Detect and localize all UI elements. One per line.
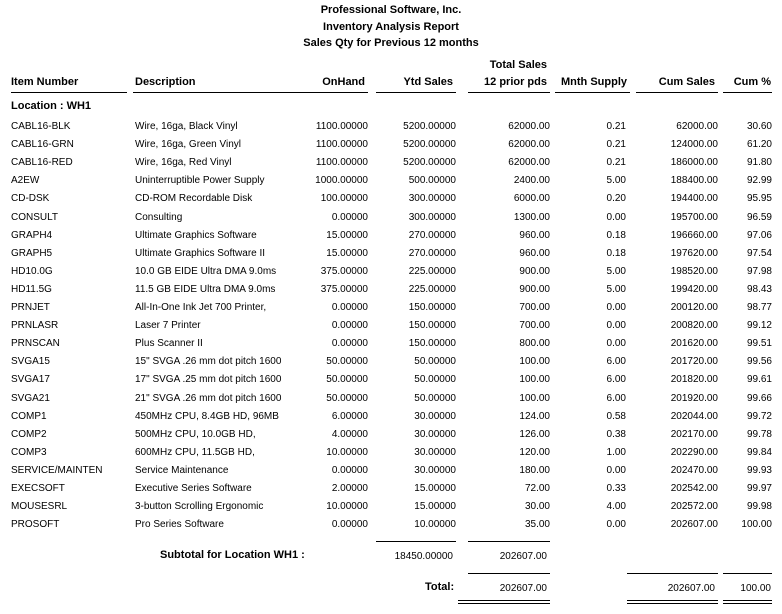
cell-cum-sales: 200120.00 (670, 302, 718, 313)
cell-cum-pct: 99.84 (746, 447, 772, 458)
cell-total-sales: 180.00 (519, 465, 550, 476)
cell-mnth-supply: 0.00 (606, 519, 626, 530)
cell-description: Ultimate Graphics Software II (135, 248, 266, 259)
cell-total-sales: 900.00 (519, 266, 550, 277)
cell-total-sales: 100.00 (519, 374, 550, 385)
report-subtitle: Sales Qty for Previous 12 months (303, 37, 479, 49)
cell-total-sales: 700.00 (519, 302, 550, 313)
cell-ytd-sales: 5200.00000 (403, 139, 456, 150)
cell-item-number: CABL16-GRN (11, 139, 74, 150)
cell-cum-pct: 91.80 (746, 157, 772, 168)
cell-cum-sales: 186000.00 (670, 157, 718, 168)
cell-ytd-sales: 270.00000 (408, 248, 456, 259)
cell-cum-sales: 188400.00 (670, 175, 718, 186)
cell-cum-pct: 99.51 (746, 338, 772, 349)
cell-description: Uninterruptible Power Supply (135, 175, 265, 186)
header-underline (723, 92, 772, 93)
cell-cum-sales: 197620.00 (670, 248, 718, 259)
cell-cum-sales: 201920.00 (670, 393, 718, 404)
col-header-mnth-supply: Mnth Supply (561, 76, 627, 88)
cell-description: 21" SVGA .26 mm dot pitch 1600 (135, 393, 282, 404)
header-underline (555, 92, 630, 93)
cell-onhand: 15.00000 (326, 248, 368, 259)
cell-item-number: CABL16-RED (11, 157, 73, 168)
cell-mnth-supply: 0.00 (606, 212, 626, 223)
grand-total-label: Total: (425, 581, 455, 593)
cell-total-sales: 1300.00 (513, 212, 550, 223)
cell-onhand: 0.00000 (331, 320, 368, 331)
cell-mnth-supply: 0.18 (606, 230, 626, 241)
cell-mnth-supply: 4.00 (606, 501, 626, 512)
cell-cum-sales: 199420.00 (670, 284, 718, 295)
cell-ytd-sales: 225.00000 (408, 266, 456, 277)
cell-mnth-supply: 0.38 (606, 429, 626, 440)
cell-description: Plus Scanner II (135, 338, 203, 349)
cell-onhand: 6.00000 (331, 411, 368, 422)
cell-onhand: 10.00000 (326, 447, 368, 458)
cell-total-sales: 2400.00 (513, 175, 550, 186)
cell-onhand: 0.00000 (331, 465, 368, 476)
cell-ytd-sales: 5200.00000 (403, 121, 456, 132)
cell-cum-pct: 30.60 (746, 121, 772, 132)
cell-item-number: HD10.0G (11, 266, 53, 277)
cell-mnth-supply: 6.00 (606, 356, 626, 367)
cell-cum-pct: 99.12 (746, 320, 772, 331)
cell-item-number: CD-DSK (11, 193, 50, 204)
cell-cum-sales: 202572.00 (670, 501, 718, 512)
col-header-12-prior-pds: 12 prior pds (484, 76, 547, 88)
cell-cum-pct: 98.77 (746, 302, 772, 313)
cell-item-number: PRNLASR (11, 320, 59, 331)
cell-item-number: PRNSCAN (11, 338, 60, 349)
cell-total-sales: 126.00 (519, 429, 550, 440)
total-overline (627, 573, 718, 574)
cell-onhand: 0.00000 (331, 302, 368, 313)
cell-cum-pct: 99.61 (746, 374, 772, 385)
total-double-underline (723, 600, 772, 604)
cell-total-sales: 62000.00 (508, 139, 550, 150)
col-header-item-number: Item Number (11, 76, 79, 88)
cell-cum-sales: 200820.00 (670, 320, 718, 331)
cell-item-number: GRAPH5 (11, 248, 53, 259)
cell-description: CD-ROM Recordable Disk (135, 193, 253, 204)
col-header-total-sales: Total Sales (489, 59, 547, 71)
cell-onhand: 50.00000 (326, 374, 368, 385)
cell-mnth-supply: 0.21 (606, 121, 626, 132)
cell-description: Wire, 16ga, Black Vinyl (135, 121, 238, 132)
cell-ytd-sales: 15.00000 (414, 483, 456, 494)
col-header-cum-sales: Cum Sales (658, 76, 715, 88)
col-header-ytd-sales: Ytd Sales (403, 76, 453, 88)
cell-cum-sales: 124000.00 (670, 139, 718, 150)
cell-cum-sales: 202470.00 (670, 465, 718, 476)
grand-total-cum-pct: 100.00 (740, 583, 771, 594)
total-double-underline (458, 600, 550, 604)
cell-total-sales: 800.00 (519, 338, 550, 349)
cell-cum-sales: 201720.00 (670, 356, 718, 367)
report-company: Professional Software, Inc. (320, 4, 462, 16)
cell-cum-sales: 195700.00 (670, 212, 718, 223)
cell-description: 600MHz CPU, 11.5GB HD, (135, 447, 255, 458)
cell-cum-sales: 202542.00 (670, 483, 718, 494)
cell-description: Consulting (135, 212, 183, 223)
cell-cum-sales: 202044.00 (670, 411, 718, 422)
cell-total-sales: 900.00 (519, 284, 550, 295)
cell-ytd-sales: 30.00000 (414, 465, 456, 476)
cell-item-number: HD11.5G (11, 284, 52, 295)
cell-description: Pro Series Software (135, 519, 224, 530)
cell-onhand: 375.00000 (320, 266, 368, 277)
cell-ytd-sales: 300.00000 (408, 193, 456, 204)
cell-mnth-supply: 0.33 (606, 483, 626, 494)
cell-item-number: SVGA21 (11, 393, 50, 404)
cell-cum-sales: 202290.00 (670, 447, 718, 458)
cell-description: 11.5 GB EIDE Ultra DMA 9.0ms (135, 284, 276, 295)
cell-description: Laser 7 Printer (135, 320, 201, 331)
cell-description: Executive Series Software (135, 483, 252, 494)
cell-cum-pct: 99.56 (746, 356, 772, 367)
col-header-onhand: OnHand (322, 76, 365, 88)
cell-ytd-sales: 30.00000 (414, 447, 456, 458)
cell-total-sales: 700.00 (519, 320, 550, 331)
cell-cum-pct: 98.43 (746, 284, 772, 295)
cell-description: All-In-One Ink Jet 700 Printer, (135, 302, 267, 313)
cell-ytd-sales: 225.00000 (408, 284, 456, 295)
header-underline (636, 92, 718, 93)
cell-cum-pct: 92.99 (746, 175, 772, 186)
cell-mnth-supply: 1.00 (606, 447, 626, 458)
cell-item-number: PROSOFT (11, 519, 60, 530)
cell-cum-pct: 95.95 (746, 193, 772, 204)
cell-cum-sales: 194400.00 (670, 193, 718, 204)
cell-ytd-sales: 150.00000 (408, 320, 456, 331)
cell-cum-pct: 99.97 (746, 483, 772, 494)
subtotal-overline (376, 541, 456, 542)
cell-cum-sales: 202170.00 (670, 429, 718, 440)
cell-onhand: 2.00000 (331, 483, 368, 494)
total-overline (723, 573, 772, 574)
cell-description: Wire, 16ga, Green Vinyl (135, 139, 241, 150)
cell-cum-pct: 97.98 (746, 266, 772, 277)
cell-item-number: SERVICE/MAINTEN (11, 465, 103, 476)
cell-item-number: EXECSOFT (11, 483, 65, 494)
total-overline (468, 573, 550, 574)
cell-total-sales: 72.00 (524, 483, 550, 494)
cell-cum-pct: 61.20 (746, 139, 772, 150)
cell-description: 15" SVGA .26 mm dot pitch 1600 (135, 356, 282, 367)
cell-total-sales: 100.00 (519, 393, 550, 404)
cell-onhand: 4.00000 (331, 429, 368, 440)
cell-ytd-sales: 30.00000 (414, 411, 456, 422)
cell-item-number: CONSULT (11, 212, 59, 223)
cell-onhand: 1100.00000 (315, 121, 368, 132)
cell-onhand: 15.00000 (326, 230, 368, 241)
cell-item-number: COMP2 (11, 429, 47, 440)
cell-cum-sales: 196660.00 (670, 230, 718, 241)
cell-ytd-sales: 150.00000 (408, 302, 456, 313)
cell-mnth-supply: 0.21 (606, 157, 626, 168)
cell-cum-pct: 100.00 (741, 519, 772, 530)
cell-item-number: MOUSESRL (11, 501, 68, 512)
cell-cum-sales: 201820.00 (670, 374, 718, 385)
col-header-description: Description (135, 76, 196, 88)
cell-mnth-supply: 0.00 (606, 302, 626, 313)
cell-total-sales: 120.00 (519, 447, 550, 458)
cell-cum-pct: 96.59 (746, 212, 772, 223)
cell-cum-pct: 99.93 (746, 465, 772, 476)
cell-mnth-supply: 0.18 (606, 248, 626, 259)
cell-mnth-supply: 5.00 (606, 175, 626, 186)
cell-mnth-supply: 0.00 (606, 465, 626, 476)
cell-onhand: 10.00000 (326, 501, 368, 512)
cell-description: 10.0 GB EIDE Ultra DMA 9.0ms (135, 266, 277, 277)
cell-mnth-supply: 6.00 (606, 393, 626, 404)
cell-cum-sales: 62000.00 (676, 121, 718, 132)
subtotal-overline (468, 541, 550, 542)
cell-mnth-supply: 5.00 (606, 266, 626, 277)
cell-description: Wire, 16ga, Red Vinyl (135, 157, 232, 168)
cell-onhand: 100.00000 (320, 193, 368, 204)
cell-total-sales: 30.00 (524, 501, 550, 512)
cell-total-sales: 62000.00 (508, 121, 550, 132)
subtotal-total-sales: 202607.00 (499, 551, 547, 562)
cell-total-sales: 960.00 (519, 230, 550, 241)
cell-cum-sales: 202607.00 (670, 519, 718, 530)
cell-cum-sales: 198520.00 (670, 266, 718, 277)
cell-onhand: 0.00000 (331, 338, 368, 349)
cell-ytd-sales: 50.00000 (414, 374, 456, 385)
cell-onhand: 1100.00000 (315, 157, 368, 168)
cell-total-sales: 124.00 (519, 411, 550, 422)
cell-item-number: SVGA17 (11, 374, 50, 385)
cell-ytd-sales: 300.00000 (408, 212, 456, 223)
cell-item-number: A2EW (11, 175, 40, 186)
cell-description: 17" SVGA .25 mm dot pitch 1600 (135, 374, 282, 385)
cell-description: Service Maintenance (135, 465, 229, 476)
cell-onhand: 50.00000 (326, 393, 368, 404)
grand-total-sales: 202607.00 (499, 583, 547, 594)
cell-item-number: CABL16-BLK (11, 121, 71, 132)
cell-cum-sales: 201620.00 (670, 338, 718, 349)
report-title: Inventory Analysis Report (323, 21, 459, 33)
cell-mnth-supply: 0.20 (606, 193, 626, 204)
cell-cum-pct: 99.72 (746, 411, 772, 422)
header-underline (376, 92, 456, 93)
header-underline (290, 92, 368, 93)
cell-ytd-sales: 50.00000 (414, 356, 456, 367)
cell-cum-pct: 97.06 (746, 230, 772, 241)
cell-ytd-sales: 5200.00000 (403, 157, 456, 168)
cell-description: 500MHz CPU, 10.0GB HD, (135, 429, 256, 440)
cell-item-number: PRNJET (11, 302, 50, 313)
cell-ytd-sales: 30.00000 (414, 429, 456, 440)
cell-item-number: SVGA15 (11, 356, 50, 367)
cell-total-sales: 6000.00 (513, 193, 550, 204)
cell-cum-pct: 97.54 (746, 248, 772, 259)
cell-total-sales: 62000.00 (508, 157, 550, 168)
cell-mnth-supply: 0.21 (606, 139, 626, 150)
subtotal-ytd-sales: 18450.00000 (394, 551, 453, 562)
cell-item-number: GRAPH4 (11, 230, 53, 241)
cell-mnth-supply: 6.00 (606, 374, 626, 385)
cell-total-sales: 960.00 (519, 248, 550, 259)
cell-mnth-supply: 5.00 (606, 284, 626, 295)
cell-mnth-supply: 0.00 (606, 320, 626, 331)
cell-mnth-supply: 0.00 (606, 338, 626, 349)
cell-cum-pct: 99.98 (746, 501, 772, 512)
cell-onhand: 1100.00000 (315, 139, 368, 150)
cell-cum-pct: 99.78 (746, 429, 772, 440)
header-underline (468, 92, 550, 93)
cell-ytd-sales: 15.00000 (414, 501, 456, 512)
cell-ytd-sales: 150.00000 (408, 338, 456, 349)
cell-onhand: 0.00000 (331, 212, 368, 223)
cell-description: 3-button Scrolling Ergonomic (135, 501, 264, 512)
subtotal-label: Subtotal for Location WH1 : (160, 549, 305, 561)
header-underline (11, 92, 127, 93)
cell-ytd-sales: 500.00000 (408, 175, 456, 186)
cell-description: Ultimate Graphics Software (135, 230, 257, 241)
cell-onhand: 50.00000 (326, 356, 368, 367)
cell-item-number: COMP1 (11, 411, 47, 422)
cell-onhand: 1000.00000 (315, 175, 368, 186)
cell-total-sales: 100.00 (519, 356, 550, 367)
cell-cum-pct: 99.66 (746, 393, 772, 404)
cell-mnth-supply: 0.58 (606, 411, 626, 422)
cell-ytd-sales: 270.00000 (408, 230, 456, 241)
cell-description: 450MHz CPU, 8.4GB HD, 96MB (135, 411, 279, 422)
cell-onhand: 0.00000 (331, 519, 368, 530)
cell-item-number: COMP3 (11, 447, 47, 458)
cell-ytd-sales: 50.00000 (414, 393, 456, 404)
cell-ytd-sales: 10.00000 (414, 519, 456, 530)
col-header-cum-pct: Cum % (733, 76, 771, 88)
grand-total-cum-sales: 202607.00 (667, 583, 715, 594)
cell-onhand: 375.00000 (320, 284, 368, 295)
location-label: Location : WH1 (11, 100, 92, 112)
cell-total-sales: 35.00 (524, 519, 550, 530)
total-double-underline (627, 600, 718, 604)
